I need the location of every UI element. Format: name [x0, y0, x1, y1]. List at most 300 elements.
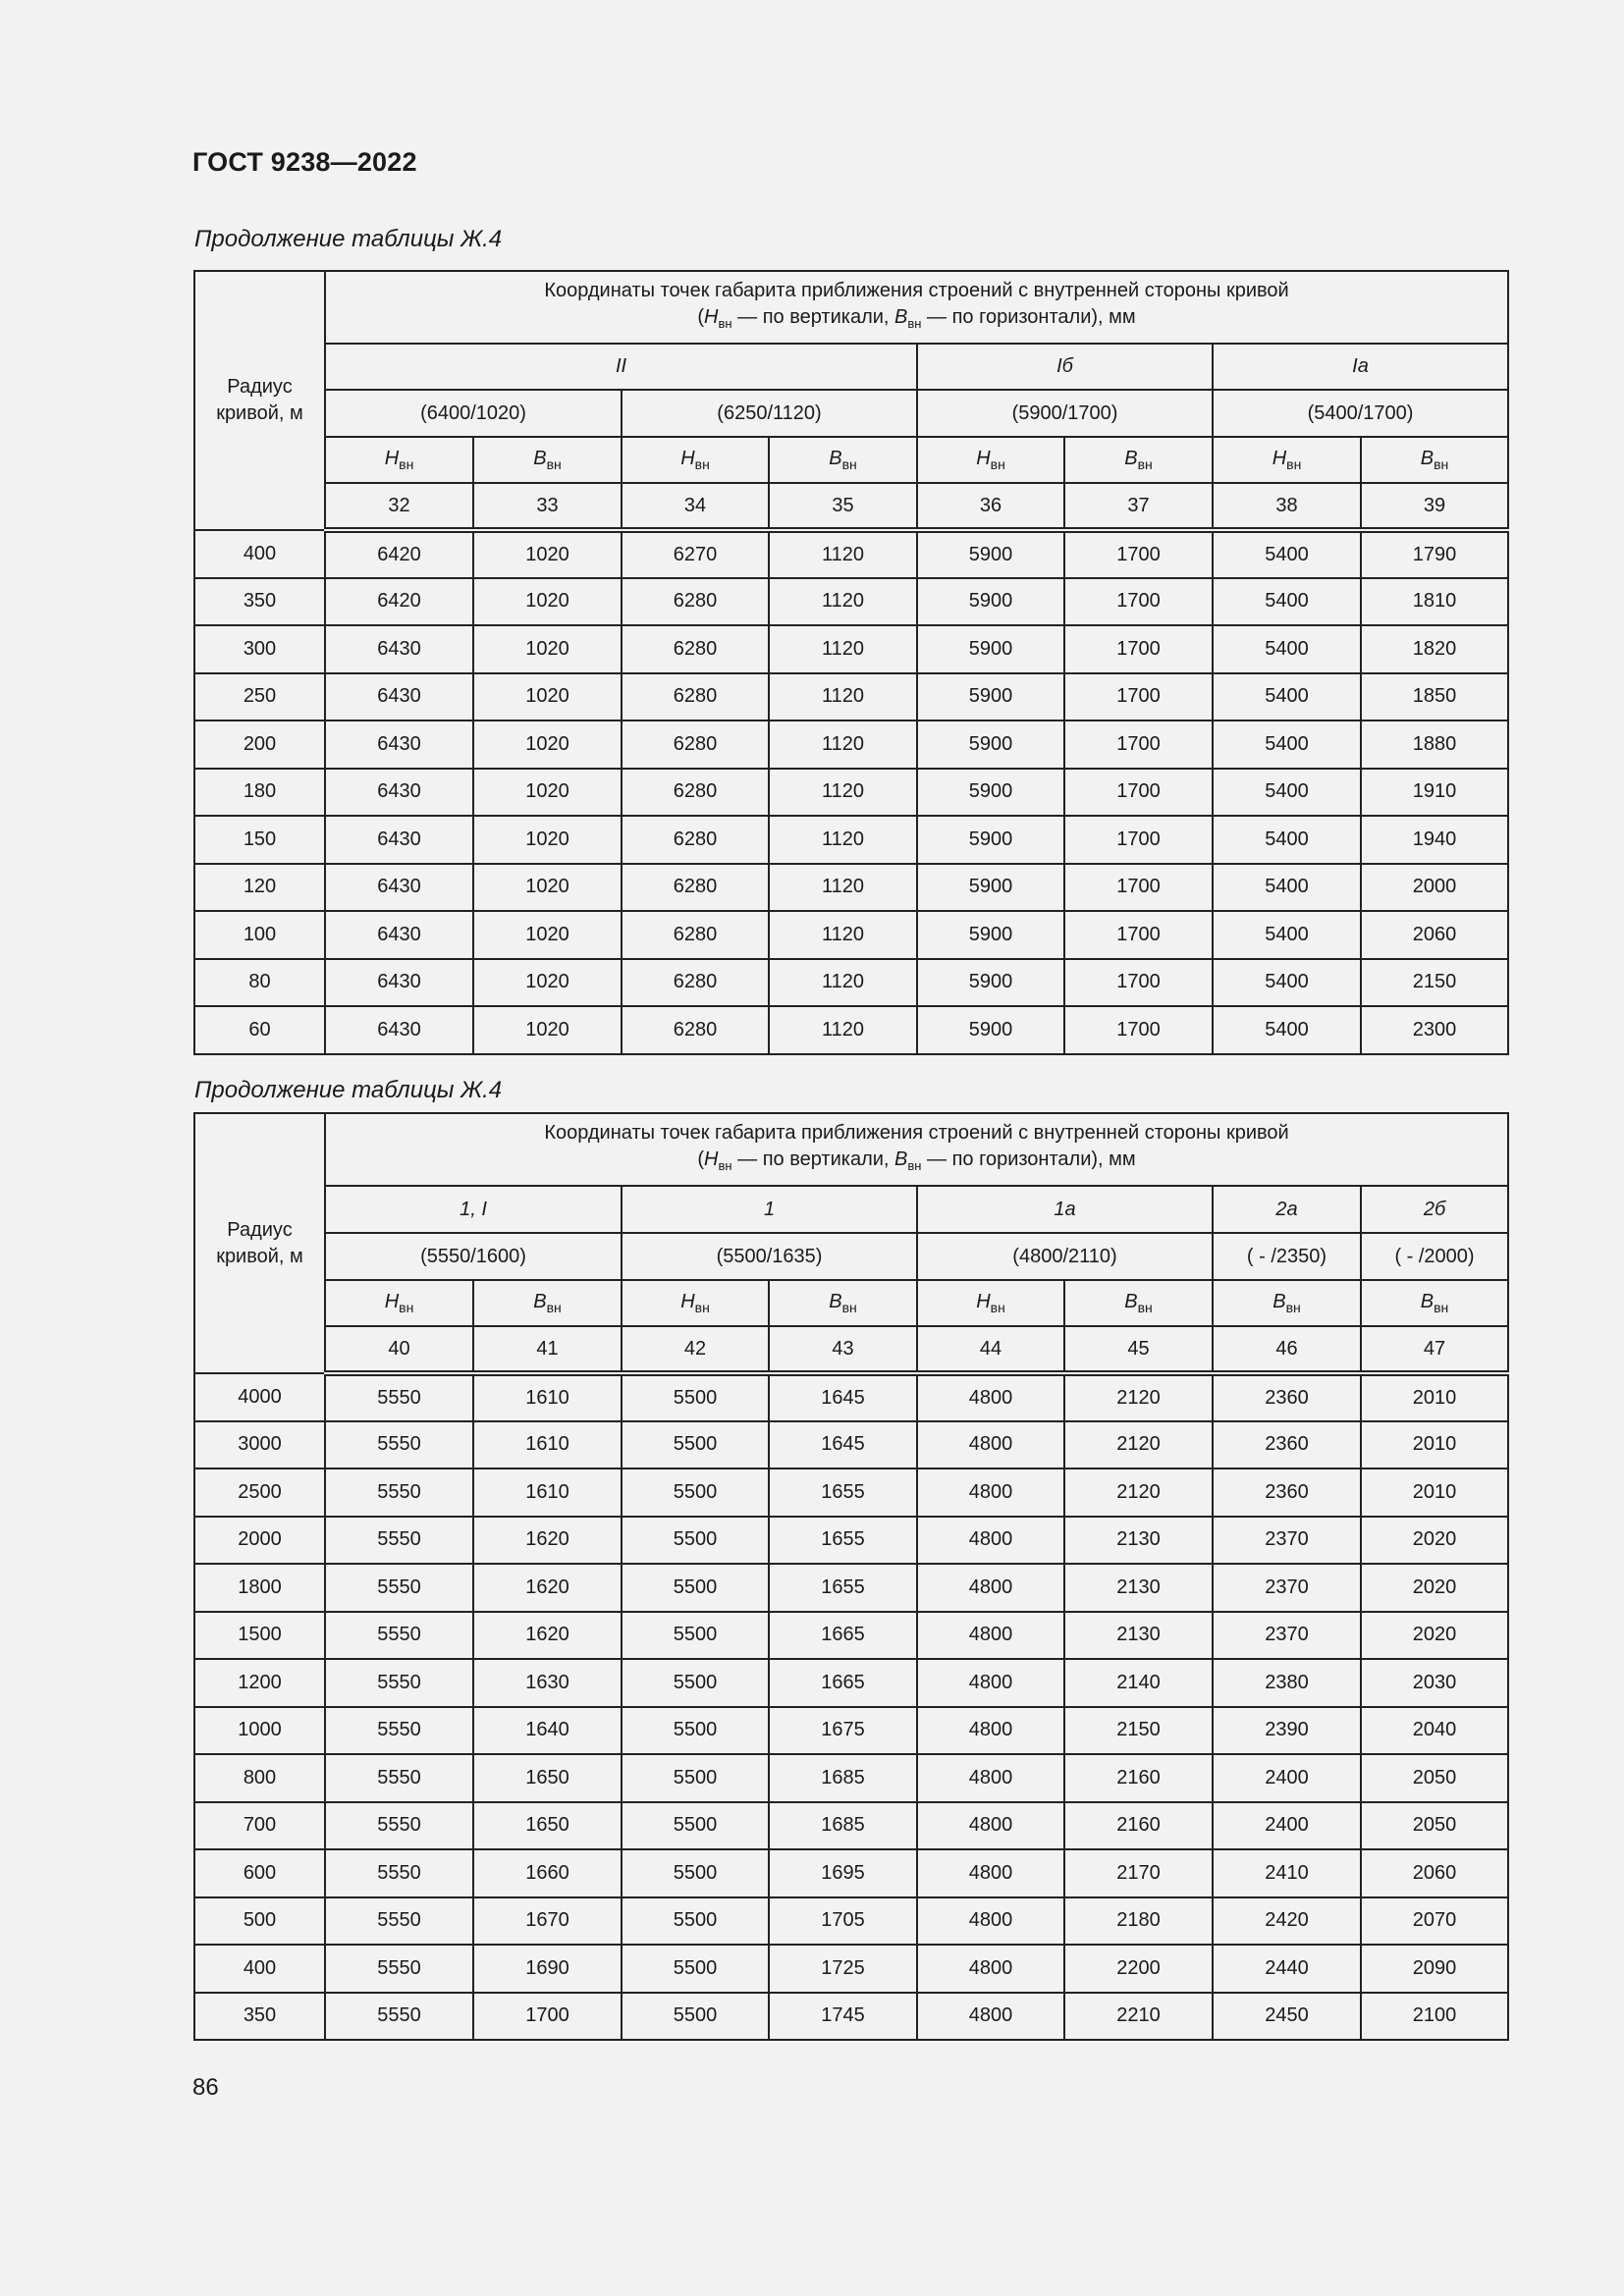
coordinates-title: [325, 1113, 1508, 1186]
radius-cell: 250: [194, 673, 325, 721]
value-cell: 2100: [1361, 1993, 1508, 2041]
radius-cell: 700: [194, 1802, 325, 1850]
symbol-b-header: $B_{вн}$: [1064, 437, 1213, 483]
value-cell: 1700: [1064, 959, 1213, 1007]
subgroup-header: (6400/1020): [325, 390, 622, 437]
group-header: 1: [622, 1186, 917, 1233]
table-row: [194, 1659, 1508, 1707]
group-header: 1а: [917, 1186, 1213, 1233]
value-cell: 1705: [769, 1897, 917, 1946]
value-cell: 2020: [1361, 1564, 1508, 1612]
value-cell: 5400: [1213, 864, 1361, 912]
column-index: 46: [1213, 1326, 1361, 1373]
value-cell: 1620: [473, 1517, 622, 1565]
radius-cell: 350: [194, 578, 325, 626]
value-cell: 1120: [769, 1006, 917, 1054]
table-body: [194, 1373, 1508, 2040]
subgroup-header: (5400/1700): [1213, 390, 1508, 437]
symbol-b-header: $B_{вн}$: [1361, 437, 1508, 483]
value-cell: 5550: [325, 1754, 473, 1802]
column-index: 41: [473, 1326, 622, 1373]
subgroup-header: ( - /2000): [1361, 1233, 1508, 1280]
radius-cell: 80: [194, 959, 325, 1007]
value-cell: 2120: [1064, 1373, 1213, 1421]
value-cell: 1020: [473, 769, 622, 817]
symbol-row: [194, 1280, 1508, 1326]
value-cell: 2050: [1361, 1754, 1508, 1802]
value-cell: 5400: [1213, 625, 1361, 673]
value-cell: 2420: [1213, 1897, 1361, 1946]
value-cell: 2150: [1361, 959, 1508, 1007]
value-cell: 2130: [1064, 1517, 1213, 1565]
value-cell: 5550: [325, 1659, 473, 1707]
value-cell: 6280: [622, 673, 769, 721]
value-cell: 2120: [1064, 1421, 1213, 1469]
subgroup-header: (5900/1700): [917, 390, 1213, 437]
radius-cell: 1800: [194, 1564, 325, 1612]
coordinates-title: [325, 271, 1508, 344]
value-cell: 6420: [325, 578, 473, 626]
radius-cell: 180: [194, 769, 325, 817]
radius-cell: 350: [194, 1993, 325, 2041]
value-cell: 2120: [1064, 1468, 1213, 1517]
value-cell: 5900: [917, 769, 1064, 817]
clearance-table-2: [193, 1112, 1509, 2041]
value-cell: 4800: [917, 1564, 1064, 1612]
value-cell: 1020: [473, 721, 622, 769]
value-cell: 1745: [769, 1993, 917, 2041]
value-cell: 5900: [917, 578, 1064, 626]
radius-label: Радиус: [227, 376, 293, 398]
value-cell: 1120: [769, 959, 917, 1007]
radius-cell: 100: [194, 911, 325, 959]
index-row: [194, 1326, 1508, 1373]
title-b-sub: вн: [907, 316, 922, 331]
table-row: [194, 1468, 1508, 1517]
column-index: 40: [325, 1326, 473, 1373]
value-cell: 4800: [917, 1993, 1064, 2041]
value-cell: 1120: [769, 769, 917, 817]
title-line-1: Координаты точек габарита приближения строений с внутренней стороны кривой: [544, 1122, 1289, 1144]
value-cell: 5500: [622, 1517, 769, 1565]
value-cell: 2130: [1064, 1612, 1213, 1660]
value-cell: 1120: [769, 816, 917, 864]
radius-cell: 3000: [194, 1421, 325, 1469]
value-cell: 6280: [622, 769, 769, 817]
value-cell: 6280: [622, 816, 769, 864]
value-cell: 5400: [1213, 578, 1361, 626]
value-cell: 5400: [1213, 816, 1361, 864]
column-index: 37: [1064, 483, 1213, 530]
value-cell: 2060: [1361, 911, 1508, 959]
value-cell: 6430: [325, 721, 473, 769]
value-cell: 1665: [769, 1612, 917, 1660]
value-cell: 2010: [1361, 1373, 1508, 1421]
value-cell: 2010: [1361, 1468, 1508, 1517]
value-cell: 1620: [473, 1564, 622, 1612]
value-cell: 1620: [473, 1612, 622, 1660]
value-cell: 2020: [1361, 1612, 1508, 1660]
value-cell: 1120: [769, 530, 917, 578]
radius-cell: 1000: [194, 1707, 325, 1755]
column-index: 36: [917, 483, 1064, 530]
title-h-symbol: H: [704, 1148, 719, 1170]
symbol-b-header: $B_{вн}$: [473, 1280, 622, 1326]
value-cell: 5900: [917, 911, 1064, 959]
value-cell: 6430: [325, 911, 473, 959]
symbol-b-header: $B_{вн}$: [1213, 1280, 1361, 1326]
value-cell: 5900: [917, 673, 1064, 721]
value-cell: 6280: [622, 959, 769, 1007]
value-cell: 6280: [622, 625, 769, 673]
title-vertical-text: — по вертикали,: [731, 1148, 895, 1170]
value-cell: 5550: [325, 1945, 473, 1993]
symbol-h-header: $H_{вн}$: [917, 1280, 1064, 1326]
value-cell: 1610: [473, 1468, 622, 1517]
value-cell: 2160: [1064, 1754, 1213, 1802]
document-header: ГОСТ 9238—2022: [192, 147, 417, 177]
radius-cell: 4000: [194, 1373, 325, 1421]
value-cell: 6430: [325, 816, 473, 864]
radius-cell: 1500: [194, 1612, 325, 1660]
table-row: [194, 864, 1508, 912]
value-cell: 4800: [917, 1802, 1064, 1850]
value-cell: 2020: [1361, 1517, 1508, 1565]
value-cell: 5550: [325, 1802, 473, 1850]
value-cell: 5400: [1213, 1006, 1361, 1054]
table-row: [194, 578, 1508, 626]
group-header: 2б: [1361, 1186, 1508, 1233]
value-cell: 5400: [1213, 673, 1361, 721]
symbol-h-header: $H_{вн}$: [917, 437, 1064, 483]
table-row: [194, 1754, 1508, 1802]
value-cell: 1685: [769, 1802, 917, 1850]
value-cell: 2410: [1213, 1849, 1361, 1897]
value-cell: 5500: [622, 1564, 769, 1612]
value-cell: 2000: [1361, 864, 1508, 912]
subgroup-header: (5550/1600): [325, 1233, 622, 1280]
table-row: [194, 816, 1508, 864]
value-cell: 1940: [1361, 816, 1508, 864]
value-cell: 4800: [917, 1897, 1064, 1946]
value-cell: 2450: [1213, 1993, 1361, 2041]
value-cell: 1700: [1064, 721, 1213, 769]
value-cell: 2130: [1064, 1564, 1213, 1612]
value-cell: 1675: [769, 1707, 917, 1755]
value-cell: 1700: [1064, 625, 1213, 673]
value-cell: 5400: [1213, 911, 1361, 959]
column-index: 47: [1361, 1326, 1508, 1373]
value-cell: 4800: [917, 1707, 1064, 1755]
value-cell: 1020: [473, 530, 622, 578]
title-b-symbol: B: [894, 1148, 908, 1170]
radius-cell: 150: [194, 816, 325, 864]
group-header: Iб: [917, 344, 1213, 390]
title-horizontal-text: — по горизонтали), мм: [921, 306, 1136, 328]
value-cell: 1910: [1361, 769, 1508, 817]
value-cell: 6430: [325, 959, 473, 1007]
value-cell: 1020: [473, 816, 622, 864]
value-cell: 5400: [1213, 959, 1361, 1007]
value-cell: 2370: [1213, 1517, 1361, 1565]
value-cell: 1650: [473, 1802, 622, 1850]
value-cell: 6280: [622, 578, 769, 626]
column-index: 45: [1064, 1326, 1213, 1373]
value-cell: 1670: [473, 1897, 622, 1946]
value-cell: 1020: [473, 864, 622, 912]
value-cell: 5900: [917, 530, 1064, 578]
value-cell: 5550: [325, 1564, 473, 1612]
value-cell: 1020: [473, 625, 622, 673]
value-cell: 4800: [917, 1659, 1064, 1707]
value-cell: 5550: [325, 1517, 473, 1565]
value-cell: 1665: [769, 1659, 917, 1707]
radius-cell: 300: [194, 625, 325, 673]
radius-header: [194, 271, 325, 530]
value-cell: 1820: [1361, 625, 1508, 673]
value-cell: 1700: [1064, 911, 1213, 959]
value-cell: 2070: [1361, 1897, 1508, 1946]
value-cell: 6280: [622, 911, 769, 959]
title-h-sub: вн: [718, 1158, 732, 1173]
subgroup-header: (6250/1120): [622, 390, 917, 437]
radius-unit-label: кривой, м: [216, 1245, 303, 1267]
value-cell: 6420: [325, 530, 473, 578]
value-cell: 5400: [1213, 721, 1361, 769]
value-cell: 2050: [1361, 1802, 1508, 1850]
radius-cell: 120: [194, 864, 325, 912]
value-cell: 4800: [917, 1373, 1064, 1421]
column-index: 33: [473, 483, 622, 530]
value-cell: 4800: [917, 1612, 1064, 1660]
symbol-h-header: $H_{вн}$: [622, 1280, 769, 1326]
value-cell: 4800: [917, 1754, 1064, 1802]
value-cell: 5500: [622, 1421, 769, 1469]
value-cell: 2380: [1213, 1659, 1361, 1707]
table-row: [194, 911, 1508, 959]
value-cell: 5500: [622, 1897, 769, 1946]
column-index: 39: [1361, 483, 1508, 530]
value-cell: 1700: [473, 1993, 622, 2041]
value-cell: 5900: [917, 816, 1064, 864]
value-cell: 1725: [769, 1945, 917, 1993]
value-cell: 5550: [325, 1707, 473, 1755]
table-row: [194, 1564, 1508, 1612]
value-cell: 5500: [622, 1993, 769, 2041]
value-cell: 1645: [769, 1421, 917, 1469]
value-cell: 6430: [325, 625, 473, 673]
value-cell: 1020: [473, 959, 622, 1007]
value-cell: 1660: [473, 1849, 622, 1897]
table-row: [194, 1802, 1508, 1850]
radius-cell: 800: [194, 1754, 325, 1802]
value-cell: 1120: [769, 625, 917, 673]
value-cell: 2440: [1213, 1945, 1361, 1993]
value-cell: 5500: [622, 1802, 769, 1850]
table-row: [194, 1006, 1508, 1054]
value-cell: 5900: [917, 959, 1064, 1007]
value-cell: 1700: [1064, 816, 1213, 864]
value-cell: 1120: [769, 864, 917, 912]
value-cell: 5500: [622, 1707, 769, 1755]
value-cell: 1700: [1064, 769, 1213, 817]
radius-cell: 1200: [194, 1659, 325, 1707]
value-cell: 1700: [1064, 1006, 1213, 1054]
column-index: 44: [917, 1326, 1064, 1373]
value-cell: 1700: [1064, 673, 1213, 721]
radius-cell: 500: [194, 1897, 325, 1946]
value-cell: 6430: [325, 769, 473, 817]
group-header: Iа: [1213, 344, 1508, 390]
value-cell: 1120: [769, 911, 917, 959]
value-cell: 1655: [769, 1468, 917, 1517]
value-cell: 5500: [622, 1659, 769, 1707]
value-cell: 1645: [769, 1373, 917, 1421]
value-cell: 2300: [1361, 1006, 1508, 1054]
value-cell: 2370: [1213, 1564, 1361, 1612]
title-h-sub: вн: [718, 316, 732, 331]
table-caption: Продолжение таблицы Ж.4: [194, 226, 503, 252]
value-cell: 5550: [325, 1468, 473, 1517]
value-cell: 1610: [473, 1373, 622, 1421]
subgroup-header: (4800/2110): [917, 1233, 1213, 1280]
radius-cell: 2000: [194, 1517, 325, 1565]
column-index: 42: [622, 1326, 769, 1373]
table-row: [194, 1517, 1508, 1565]
value-cell: 1020: [473, 1006, 622, 1054]
value-cell: 1700: [1064, 578, 1213, 626]
value-cell: 2200: [1064, 1945, 1213, 1993]
table-row: [194, 1849, 1508, 1897]
group-header: 1, I: [325, 1186, 622, 1233]
title-line-1: Координаты точек габарита приближения строений с внутренней стороны кривой: [544, 280, 1289, 301]
table-row: [194, 1421, 1508, 1469]
table-row: [194, 1993, 1508, 2041]
value-cell: 5500: [622, 1849, 769, 1897]
value-cell: 5900: [917, 625, 1064, 673]
group-header: 2а: [1213, 1186, 1361, 1233]
symbol-b-header: $B_{вн}$: [1064, 1280, 1213, 1326]
value-cell: 6430: [325, 864, 473, 912]
symbol-b-header: $B_{вн}$: [473, 437, 622, 483]
column-index: 35: [769, 483, 917, 530]
value-cell: 1690: [473, 1945, 622, 1993]
column-index: 38: [1213, 483, 1361, 530]
value-cell: 2040: [1361, 1707, 1508, 1755]
value-cell: 2400: [1213, 1802, 1361, 1850]
value-cell: 5550: [325, 1993, 473, 2041]
subgroup-header: ( - /2350): [1213, 1233, 1361, 1280]
value-cell: 2210: [1064, 1993, 1213, 2041]
value-cell: 5400: [1213, 769, 1361, 817]
radius-cell: 600: [194, 1849, 325, 1897]
value-cell: 1120: [769, 721, 917, 769]
table-row: [194, 721, 1508, 769]
symbol-b-header: $B_{вн}$: [769, 437, 917, 483]
table-row: [194, 959, 1508, 1007]
table-row: [194, 1612, 1508, 1660]
value-cell: 2180: [1064, 1897, 1213, 1946]
value-cell: 6280: [622, 721, 769, 769]
value-cell: 5900: [917, 1006, 1064, 1054]
column-index: 43: [769, 1326, 917, 1373]
value-cell: 6280: [622, 864, 769, 912]
value-cell: 2150: [1064, 1707, 1213, 1755]
value-cell: 5400: [1213, 530, 1361, 578]
table-row: [194, 673, 1508, 721]
value-cell: 4800: [917, 1945, 1064, 1993]
table-row: [194, 1897, 1508, 1946]
table-row: [194, 1707, 1508, 1755]
value-cell: 2170: [1064, 1849, 1213, 1897]
clearance-table-1: [193, 270, 1509, 1055]
value-cell: 5550: [325, 1373, 473, 1421]
radius-cell: 60: [194, 1006, 325, 1054]
value-cell: 5900: [917, 721, 1064, 769]
value-cell: 1685: [769, 1754, 917, 1802]
symbol-b-header: $B_{вн}$: [1361, 1280, 1508, 1326]
value-cell: 5550: [325, 1849, 473, 1897]
symbol-row: [194, 437, 1508, 483]
group-header: II: [325, 344, 917, 390]
value-cell: 4800: [917, 1849, 1064, 1897]
subgroup-header: (5500/1635): [622, 1233, 917, 1280]
title-vertical-text: — по вертикали,: [731, 306, 895, 328]
value-cell: 6280: [622, 1006, 769, 1054]
value-cell: 1630: [473, 1659, 622, 1707]
symbol-h-header: $H_{вн}$: [325, 1280, 473, 1326]
value-cell: 2390: [1213, 1707, 1361, 1755]
table-row: [194, 1945, 1508, 1993]
radius-label: Радиус: [227, 1218, 293, 1241]
value-cell: 5500: [622, 1373, 769, 1421]
value-cell: 2140: [1064, 1659, 1213, 1707]
value-cell: 4800: [917, 1517, 1064, 1565]
column-index: 34: [622, 483, 769, 530]
value-cell: 1850: [1361, 673, 1508, 721]
value-cell: 2030: [1361, 1659, 1508, 1707]
value-cell: 6430: [325, 673, 473, 721]
value-cell: 5550: [325, 1897, 473, 1946]
radius-header: [194, 1113, 325, 1373]
symbol-b-header: $B_{вн}$: [769, 1280, 917, 1326]
value-cell: 1650: [473, 1754, 622, 1802]
value-cell: 2010: [1361, 1421, 1508, 1469]
value-cell: 4800: [917, 1421, 1064, 1469]
value-cell: 1120: [769, 578, 917, 626]
table-row: [194, 530, 1508, 578]
value-cell: 1640: [473, 1707, 622, 1755]
symbol-h-header: $H_{вн}$: [1213, 437, 1361, 483]
value-cell: 5550: [325, 1612, 473, 1660]
value-cell: 2360: [1213, 1468, 1361, 1517]
value-cell: 5500: [622, 1612, 769, 1660]
table-caption: Продолжение таблицы Ж.4: [194, 1077, 503, 1103]
radius-cell: 2500: [194, 1468, 325, 1517]
value-cell: 2400: [1213, 1754, 1361, 1802]
value-cell: 1880: [1361, 721, 1508, 769]
value-cell: 1790: [1361, 530, 1508, 578]
value-cell: 1020: [473, 911, 622, 959]
value-cell: 2160: [1064, 1802, 1213, 1850]
value-cell: 1695: [769, 1849, 917, 1897]
title-h-symbol: H: [704, 306, 719, 328]
radius-unit-label: кривой, м: [216, 402, 303, 424]
index-row: [194, 483, 1508, 530]
value-cell: 4800: [917, 1468, 1064, 1517]
title-horizontal-text: — по горизонтали), мм: [921, 1148, 1136, 1170]
value-cell: 2360: [1213, 1421, 1361, 1469]
